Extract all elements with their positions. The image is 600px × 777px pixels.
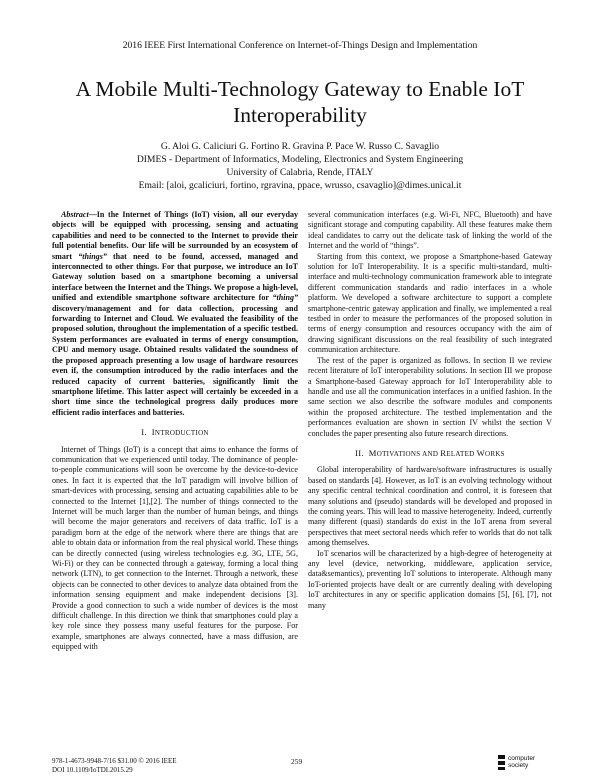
- paper-title: A Mobile Multi-Technology Gateway to Enable IoT Interoperability: [75, 77, 525, 127]
- section-heading-related-works: II. MOTIVATIONS AND RELATED WORKS: [355, 447, 505, 458]
- author-email: Email: [aloi, gcaliciuri, fortino, rgravina, ppace, wrusso, csavaglio]@dimes.unical.it: [138, 180, 462, 191]
- intro-paragraph: Internet of Things (IoT) is a concept that aims to enhance the forms of communication that we experienced until today. The dominance of people-to-people communications will soon be overcome by the device-to-device ones. In fact it is expected that the IoT paradigm will involve billion of smart-devices with processing, sensing and actuating capabilities able to be connected to the Internet [1],[2]. The number of things connected to the Internet will be much larger than the number of human beings, and things will become the major generators and receivers of data traffic. IoT is a paradigm born at the edge of the network where there are things that are able to obtain data or information from the real physical world. These things can be directly connected (using wireless technologies e.g. 3G, LTE, 5G, Wi-Fi) or they can be connected through a gateway, forming a local thing network (LTN), to get connection to the Internet. Through a network, these objects can be connected to other devices to analyze data obtained from the information sensing equipment and make independent decisions [3]. Provide a good connection to such a wide number of devices is the most difficult challenge. In this direction we think that smartphones could play a key role since they possess many useful features for the purpose. For example, smartphones are always connected, have a mass diffusion, are equipped with: [52, 444, 298, 652]
- author-block: [40, 140, 560, 192]
- intro-paragraph: The rest of the paper is organized as follows. In section II we review recent literature of IoT interoperability solutions. In section III we propose a Smartphone-based Gateway approach for IoT Interoperability able to handle and use all the communication interfaces in a unified fashion. In the same section we also describe the software modules and components within the proposed architecture. The testbed implementation and the performances evaluation are shown in section IV whilst the section V concludes the paper presenting also future research directions.: [308, 355, 552, 438]
- footer-identifiers: [52, 757, 177, 775]
- intro-paragraph: Starting from this context, we propose a Smartphone-based Gateway solution for IoT Interoperability. It is a specific multi-standard, multi-interface and multi-technology communication framework able to integrate different communication standards and radio interfaces in a whole platform. We developed a software architecture to support a complete smartphone-centric gateway application and finally, we implemented a real testbed in order to measure the performances of the proposed solution in terms of energy consumption and resources occupancy with the aim of drawing significant discussions on the real feasibility of such integrated communication architecture.: [308, 251, 552, 355]
- computer-society-logo: [496, 752, 556, 772]
- author-department: DIMES - Department of Informatics, Modeling, Electronics and System Engineering: [136, 154, 464, 165]
- author-names: G. Aloi G. Caliciuri G. Fortino R. Gravina P. Pace W. Russo C. Savaglio: [160, 141, 440, 152]
- abstract: Abstract—In the Internet of Things (IoT) vision, all our everyday objects will be equipped with processing, sensing and actuating capabilities and need to be connected to the Internet to provide their full potential benefits. Our life will be surrounded by an ecosystem of smart “things” that need to be found, accessed, managed and interconnected to other things. For that purpose, we introduce an IoT Gateway solution based on a smartphone becoming a universal interface between the Internet and the Things. We propose a high-level, unified and extendible smartphone software architecture for “thing” discovery/management and for data collection, processing and forwarding to Internet and Cloud. We evaluated the feasibility of the proposed solution, throughout the implementation of a specific testbed. System performances are evaluated in terms of energy consumption, CPU and memory usage. Obtained results validated the soundness of the proposed approach presenting a low usage of hardware resources even if, the consumption introduced by the radio interfaces and the reduced capacity of current batteries, significantly limit the smartphone lifetime. This latter aspect will certainly be exceeded in a short time since the technological progress daily produces more efficient radio interfaces and batteries.: [52, 210, 298, 417]
- page-number: 259: [291, 757, 303, 766]
- footer-doi: DOI 10.1109/IoTDI.2015.29: [52, 766, 133, 774]
- abstract-label: Abstract: [61, 210, 89, 219]
- footer-isbn: 978-1-4673-9948-7/16 $31.00 © 2016 IEEE: [52, 757, 177, 765]
- section-heading-introduction: I. INTRODUCTION: [141, 427, 209, 438]
- conference-header: 2016 IEEE First International Conference on Internet-of-Things Design and Implementation: [122, 40, 478, 51]
- logo-text-computer: computer: [508, 755, 536, 762]
- intro-paragraph-continued: several communication interfaces (e.g. Wi-Fi, NFC, Bluetooth) and have significant storage and computing capability. All these features make them ideal candidates to carry out the delicate task of linking the world of the Internet and the world of “things”.: [308, 210, 552, 251]
- right-column: [308, 210, 552, 611]
- related-paragraph: IoT scenarios will be characterized by a high-degree of heterogeneity at any level (device, networking, middleware, application service, data&semantics), preventing IoT solutions to interoperate. Although many IoT-oriented projects have dealt or are currently dealing with developing IoT architectures in any or specific application domains [5], [6], [7], not many: [308, 548, 552, 610]
- left-column: [52, 210, 298, 653]
- author-university: University of Calabria, Rende, ITALY: [226, 167, 374, 178]
- related-paragraph: Global interoperability of hardware/software infrastructures is usually based on standards [4]. However, as IoT is an evolving technology without any specific central technical coordination and control, it is foreseen that many solutions and (pseudo) standards will be developed and proposed in the coming years. This will lead to massive heterogeneity. Indeed, currently many different (quasi) standards do exist in the IoT arena from several perspectives that meet sectoral needs which refer to worlds that do not talk among themselves.: [308, 465, 552, 548]
- logo-text-society: society: [508, 762, 529, 769]
